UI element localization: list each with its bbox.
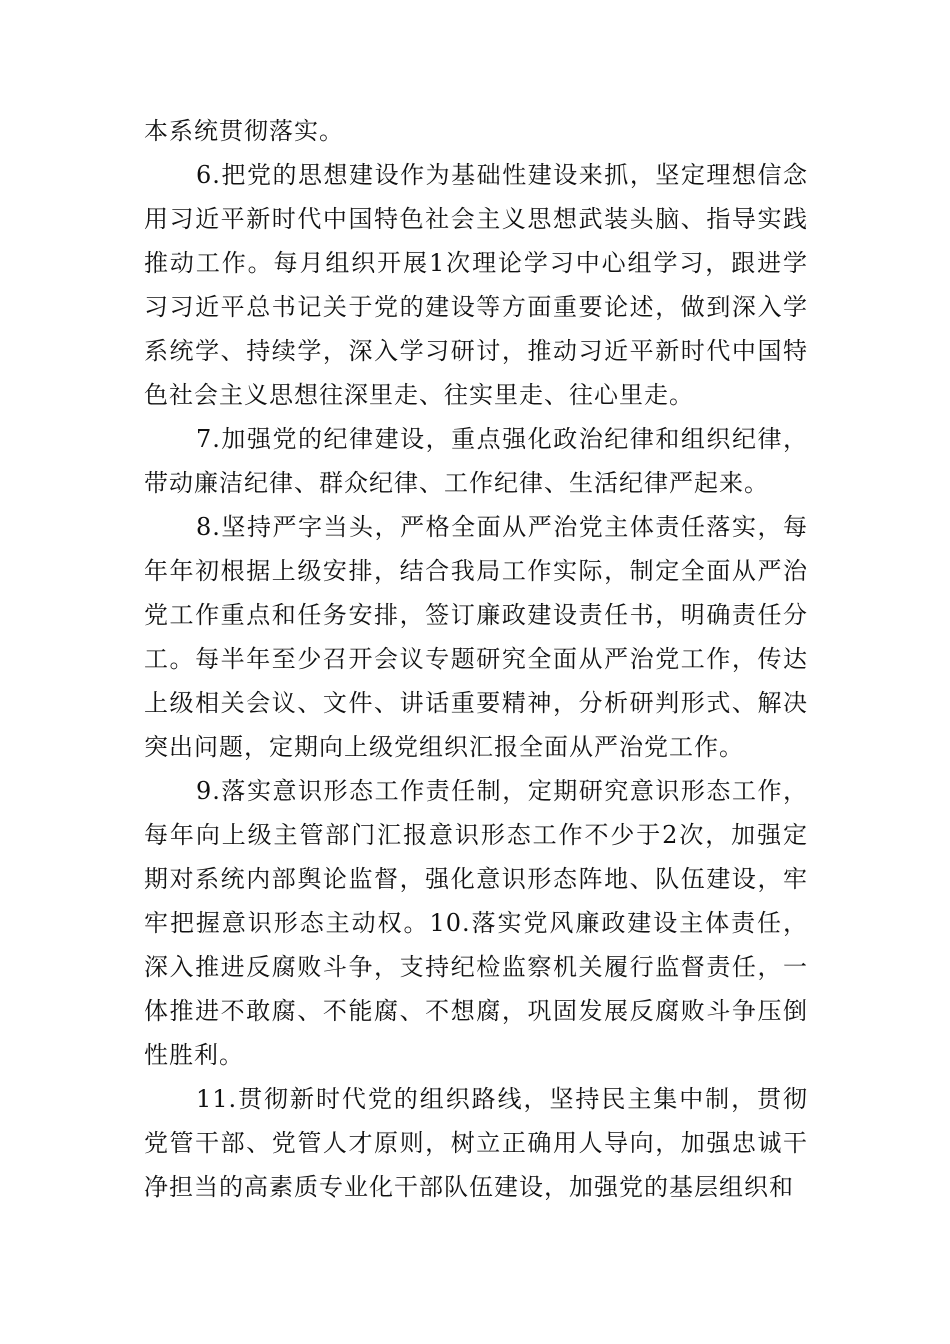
- paragraph-item-9-10: 9.落实意识形态工作责任制，定期研究意识形态工作，每年向上级主管部门汇报意识形态工作不少于2次，加强定期对系统内部舆论监督，强化意识形态阵地、队伍建设，牢牢把握意识形态主动权。10.落实党风廉政建设主体责任，深入推进反腐败斗争，支持纪检监察机关履行监督责任，一体推进不敢腐、不能腐、不想腐，巩固发展反腐败斗争压倒性胜利。: [144, 777, 808, 1069]
- paragraph-item-11: 11.贯彻新时代党的组织路线，坚持民主集中制，贯彻党管干部、党管人才原则，树立正确用人导向，加强忠诚干净担当的高素质专业化干部队伍建设，加强党的基层组织和: [144, 1085, 808, 1201]
- paragraph-item-6: 6.把党的思想建设作为基础性建设来抓，坚定理想信念用习近平新时代中国特色社会主义思想武装头脑、指导实践推动工作。每月组织开展1次理论学习中心组学习，跟进学习习近平总书记关于党的建设等方面重要论述，做到深入学系统学、持续学，深入学习研讨，推动习近平新时代中国特色社会主义思想往深里走、往实里走、往心里走。: [144, 161, 808, 409]
- paragraph-item-8: 8.坚持严字当头，严格全面从严治党主体责任落实，每年年初根据上级安排，结合我局工作实际，制定全面从严治党工作重点和任务安排，签订廉政建设责任书，明确责任分工。每半年至少召开会议专题研究全面从严治党工作，传达上级相关会议、文件、讲话重要精神，分析研判形式、解决突出问题，定期向上级党组织汇报全面从严治党工作。: [144, 513, 808, 761]
- paragraph-continuation: 本系统贯彻落实。: [144, 117, 344, 145]
- document-body: [144, 109, 808, 1209]
- paragraph-item-7: 7.加强党的纪律建设，重点强化政治纪律和组织纪律，带动廉洁纪律、群众纪律、工作纪律、生活纪律严起来。: [144, 425, 808, 497]
